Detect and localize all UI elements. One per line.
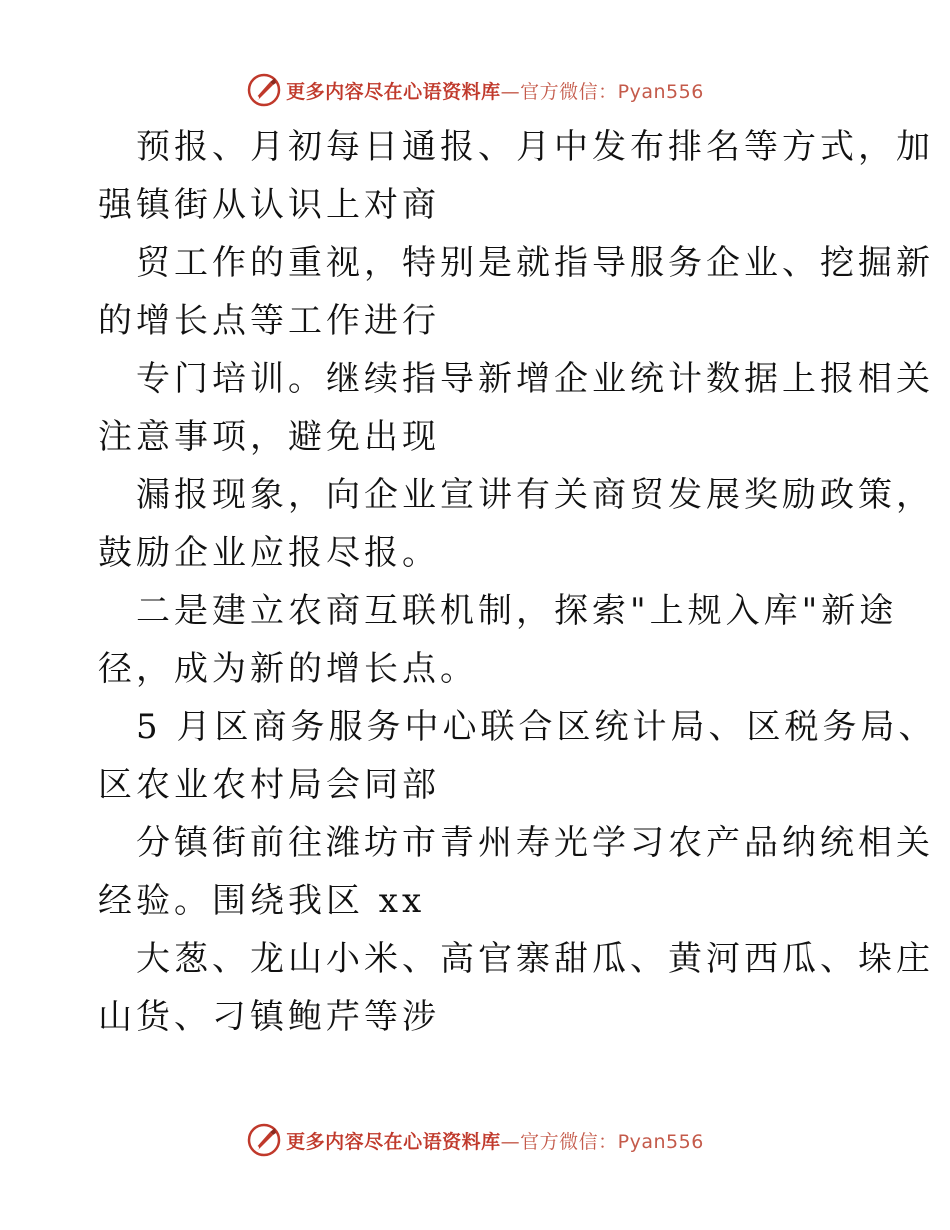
paragraph <box>98 118 934 234</box>
paragraph <box>98 930 934 1046</box>
paragraph <box>98 814 934 930</box>
paragraph <box>98 698 937 814</box>
paragraph-line: 山货、刁镇鲍芹等涉 <box>98 997 440 1037</box>
paragraph-line: 鼓励企业应报尽报。 <box>98 533 440 573</box>
paragraph-line: 大葱、龙山小米、高官寨甜瓜、黄河西瓜、垛庄 <box>136 939 934 979</box>
paragraph <box>98 234 934 350</box>
paragraph-line: 专门培训。继续指导新增企业统计数据上报相关 <box>136 359 934 399</box>
paragraph <box>98 466 934 582</box>
paragraph-line: 强镇街从认识上对商 <box>98 185 440 225</box>
footer-banner <box>0 1120 950 1160</box>
header-brand-text: 更多内容尽在心语资料库 <box>286 80 501 103</box>
paragraph-line: 贸工作的重视，特别是就指导服务企业、挖掘新 <box>136 243 934 283</box>
paragraph-line: 漏报现象，向企业宣讲有关商贸发展奖励政策， <box>136 475 934 515</box>
header-dash: — <box>500 80 521 103</box>
paragraph-line: 二是建立农商互联机制，探索"上规入库"新途 <box>136 591 898 631</box>
footer-banner-text <box>286 1127 704 1154</box>
paragraph-line: 径，成为新的增长点。 <box>98 649 478 689</box>
paragraph-line: 区农业农村局会同部 <box>98 765 440 805</box>
footer-wechat-text: 官方微信：Pyan556 <box>520 1130 704 1153</box>
paragraph <box>98 582 898 698</box>
paragraph-line: 注意事项，避免出现 <box>98 417 440 457</box>
header-banner-text <box>286 77 704 104</box>
paragraph-line: 经验。围绕我区 xx <box>98 881 426 921</box>
paragraph <box>98 350 934 466</box>
document-body <box>98 118 937 1046</box>
footer-brand-text: 更多内容尽在心语资料库 <box>286 1130 501 1153</box>
footer-dash: — <box>500 1130 521 1153</box>
paragraph-line: 的增长点等工作进行 <box>98 301 440 341</box>
header-wechat-text: 官方微信：Pyan556 <box>520 80 704 103</box>
paragraph-line: 5 月区商务服务中心联合区统计局、区税务局、 <box>136 707 937 747</box>
quill-pen-icon <box>246 1122 282 1158</box>
paragraph-line: 分镇街前往潍坊市青州寿光学习农产品纳统相关 <box>136 823 934 863</box>
paragraph-line: 预报、月初每日通报、月中发布排名等方式，加 <box>136 127 934 167</box>
header-banner <box>0 70 950 110</box>
quill-pen-icon <box>246 72 282 108</box>
